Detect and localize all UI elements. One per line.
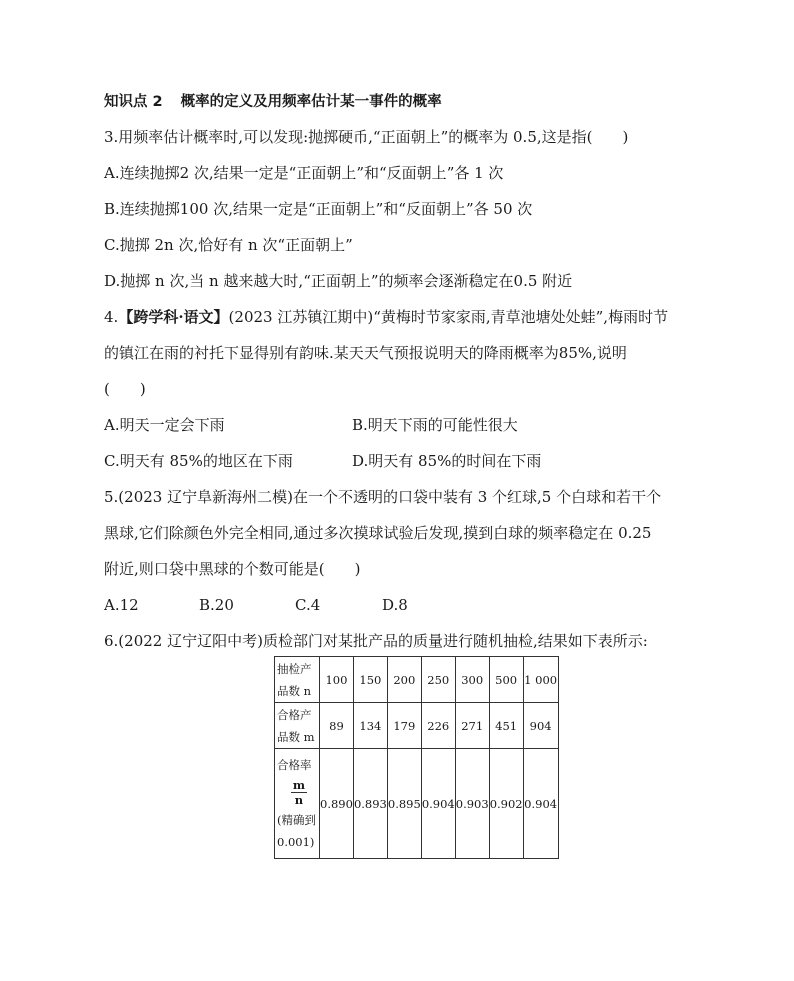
table-cell: 226: [421, 703, 455, 749]
q4-line1: [104, 307, 668, 327]
row-header-m: 合格产 品数 m: [275, 703, 320, 749]
section-title: 概率的定义及用频率估计某一事件的概率: [180, 94, 442, 110]
table-cell: 100: [320, 657, 354, 703]
table-cell: 179: [387, 703, 421, 749]
q6-stem: 6.(2022 辽宁辽阳中考)质检部门对某批产品的质量进行随机抽检,结果如下表所示:: [104, 632, 648, 650]
q5-line1: 5.(2023 辽宁阜新海州二模)在一个不透明的口袋中装有 3 个红球,5 个白球和若干个: [104, 488, 662, 506]
table-cell: 150: [353, 657, 387, 703]
q5-line3: 附近,则口袋中黑球的个数可能是( ): [104, 560, 361, 578]
fraction-m-over-n: $\frac{m}{n}$: [292, 778, 306, 807]
q4-option-a: A.明天一定会下雨: [104, 416, 225, 434]
table-cell: 0.895: [387, 749, 421, 859]
q3-option-b: B.连续抛掷100 次,结果一定是“正面朝上”和“反面朝上”各 50 次: [104, 200, 533, 218]
table-cell: 200: [387, 657, 421, 703]
q4-line1-text: (2023 江苏镇江期中)“黄梅时节家家雨,青草池塘处处蛙”,梅雨时节: [228, 308, 669, 326]
q5-option-a: A.12: [104, 596, 139, 614]
q4-option-b: B.明天下雨的可能性很大: [352, 416, 518, 434]
q4-tag: 【跨学科·语文】: [118, 308, 229, 326]
q5-option-d: D.8: [382, 596, 408, 614]
q4-line3: ( ): [104, 380, 146, 398]
q3-stem: 3.用频率估计概率时,可以发现:抛掷硬币,“正面朝上”的概率为 0.5,这是指( ): [104, 128, 629, 146]
table-row-n: [275, 657, 559, 703]
row-header-n: 抽检产 品数 n: [275, 657, 320, 703]
q4-number: 4.: [104, 308, 119, 326]
table-cell: 0.893: [353, 749, 387, 859]
table-cell: 0.890: [320, 749, 354, 859]
q5-option-c: C.4: [295, 596, 321, 614]
table-row-m: [275, 703, 559, 749]
q3-option-d: D.抛掷 n 次,当 n 越来越大时,“正面朝上”的频率会逐渐稳定在0.5 附近: [104, 272, 573, 290]
q5-line2: 黑球,它们除颜色外完全相同,通过多次摸球试验后发现,摸到白球的频率稳定在 0.25: [104, 524, 652, 542]
table-cell: 451: [489, 703, 523, 749]
table-cell: 89: [320, 703, 354, 749]
table-cell: 250: [421, 657, 455, 703]
table-cell: 904: [523, 703, 558, 749]
q3-option-a: A.连续抛掷2 次,结果一定是“正面朝上”和“反面朝上”各 1 次: [104, 164, 504, 182]
section-label: 知识点 2: [104, 94, 163, 110]
table-row-rate: [275, 749, 559, 859]
table-cell: 271: [455, 703, 489, 749]
table-cell: 300: [455, 657, 489, 703]
q4-line2: 的镇江在雨的衬托下显得别有韵味.某天天气预报说明天的降雨概率为85%,说明: [104, 344, 627, 362]
table-cell: 500: [489, 657, 523, 703]
section-heading: [104, 92, 442, 112]
table-cell: 1 000: [523, 657, 558, 703]
table-cell: 0.904: [523, 749, 558, 859]
table-cell: 0.904: [421, 749, 455, 859]
q5-option-b: B.20: [199, 596, 234, 614]
quality-table: [274, 656, 559, 859]
table-cell: 134: [353, 703, 387, 749]
q3-option-c: C.抛掷 2n 次,恰好有 n 次“正面朝上”: [104, 236, 353, 254]
q4-option-c: C.明天有 85%的地区在下雨: [104, 452, 293, 470]
table-cell: 0.902: [489, 749, 523, 859]
q4-option-d: D.明天有 85%的时间在下雨: [352, 452, 542, 470]
table-cell: 0.903: [455, 749, 489, 859]
row-header-rate: 合格率 $\frac{m}{n}$ (精确到 0.001): [275, 749, 320, 859]
